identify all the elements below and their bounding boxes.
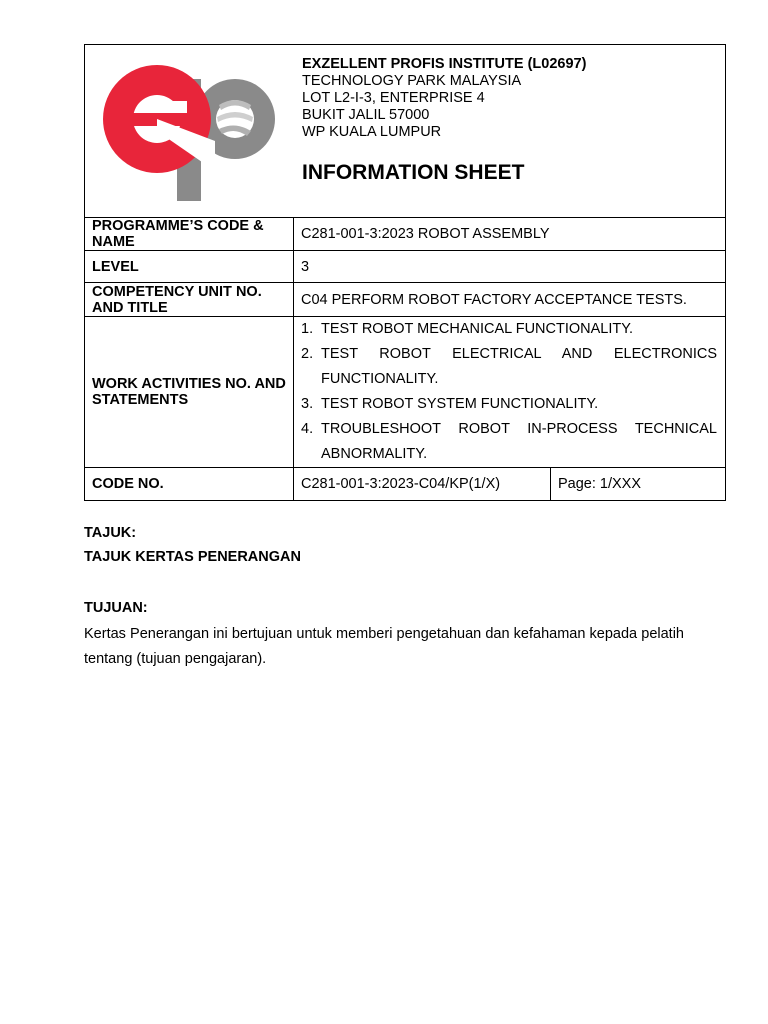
tajuk-heading: TAJUK:	[84, 525, 137, 541]
address-line: BUKIT JALIL 57000	[302, 107, 430, 123]
programme-label: PROGRAMME’S CODE & NAME	[85, 218, 294, 251]
address-line: LOT L2-I-3, ENTERPRISE 4	[302, 90, 485, 106]
activities-list	[301, 317, 717, 467]
level-label: LEVEL	[85, 251, 294, 283]
tajuk-text: TAJUK KERTAS PENERANGAN	[84, 549, 301, 565]
tujuan-text: Kertas Penerangan ini bertujuan untuk memberi pengetahuan dan kefahaman kepada pelatih tentang (tujuan pengajaran).	[84, 626, 684, 667]
page-value: Page: 1/XXX	[551, 468, 726, 501]
address-line: TECHNOLOGY PARK MALAYSIA	[302, 73, 522, 89]
address-line: WP KUALA LUMPUR	[302, 124, 442, 140]
activities-cell	[294, 317, 726, 468]
level-value: 3	[294, 251, 726, 283]
code-label: CODE NO.	[85, 468, 294, 501]
programme-value: C281-001-3:2023 ROBOT ASSEMBLY	[294, 218, 726, 251]
activity-item: 3. TEST ROBOT SYSTEM FUNCTIONALITY.	[301, 396, 599, 412]
activity-item: 1. TEST ROBOT MECHANICAL FUNCTIONALITY.	[301, 321, 634, 337]
activity-item: 2. TEST ROBOT ELECTRICAL AND ELECTRONICS FUNCTIONALITY.	[301, 346, 718, 387]
activities-label: WORK ACTIVITIES NO. AND STATEMENTS	[85, 317, 294, 468]
sheet-title: INFORMATION SHEET	[302, 161, 525, 184]
information-sheet-table	[84, 44, 726, 501]
activity-item: 4. TROUBLESHOOT ROBOT IN-PROCESS TECHNICAL ABNORMALITY.	[301, 421, 718, 462]
competency-label: COMPETENCY UNIT NO. AND TITLE	[85, 283, 294, 317]
header-cell	[85, 45, 726, 218]
competency-value: C04 PERFORM ROBOT FACTORY ACCEPTANCE TESTS.	[294, 283, 726, 317]
institute-block	[302, 56, 586, 141]
ep-logo	[95, 61, 280, 201]
tujuan-heading: TUJUAN:	[84, 600, 148, 616]
institute-name: EXZELLENT PROFIS INSTITUTE (L02697)	[302, 56, 587, 72]
code-value: C281-001-3:2023-C04/KP(1/X)	[294, 468, 551, 501]
